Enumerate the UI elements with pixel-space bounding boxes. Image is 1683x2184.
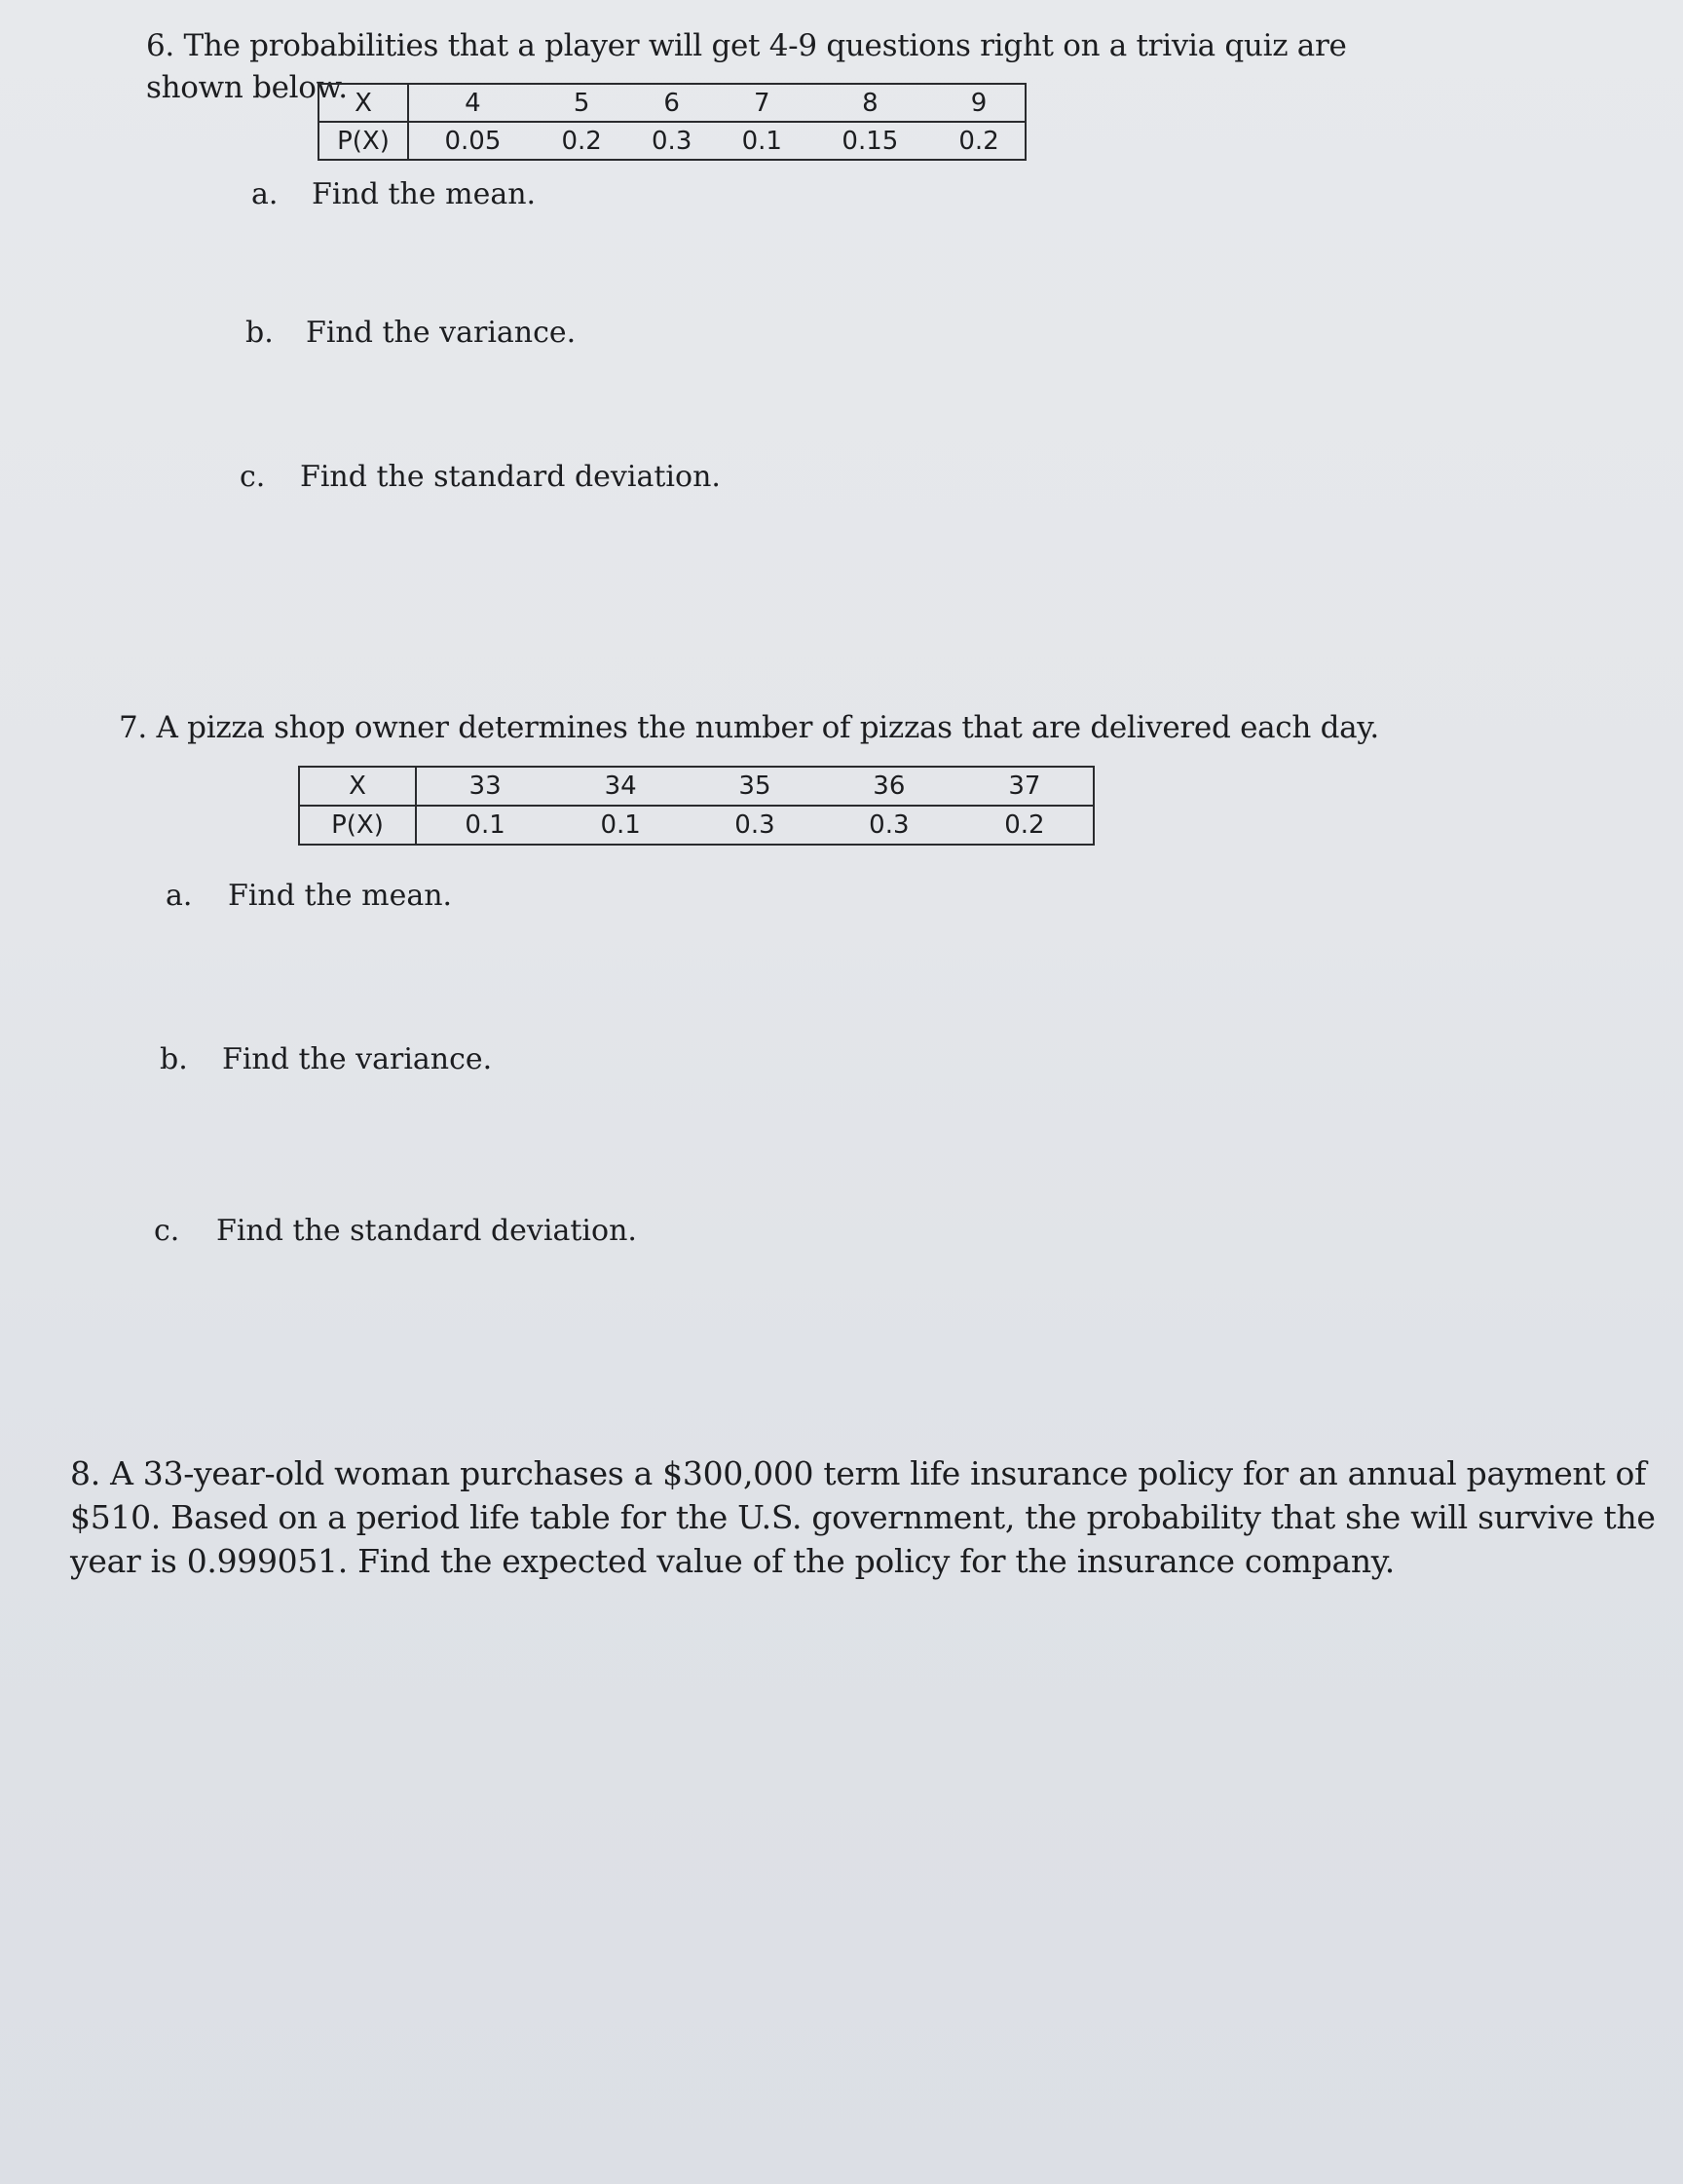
part-letter: c. [240, 460, 266, 494]
px-value-cell: 0.2 [537, 122, 627, 160]
part-text: Find the standard deviation. [300, 460, 721, 494]
x-value-cell: 33 [416, 767, 553, 806]
problem-7-part-c [154, 1214, 637, 1248]
part-letter: b. [245, 316, 274, 350]
part-letter: a. [166, 879, 193, 913]
problem-6-probability-table [318, 83, 1027, 161]
table-row-px [299, 806, 1094, 845]
px-value-cell: 0.1 [717, 122, 807, 160]
problem-7-part-b [160, 1042, 492, 1076]
part-letter: b. [160, 1042, 188, 1076]
x-value-cell: 36 [822, 767, 956, 806]
px-value-cell: 0.2 [956, 806, 1094, 845]
px-value-cell: 0.1 [416, 806, 553, 845]
problem-6-part-c [240, 460, 721, 494]
problem-7-part-a [166, 879, 452, 913]
x-header-cell: X [318, 84, 408, 122]
problem-6-part-a [251, 177, 536, 211]
px-header-cell: P(X) [299, 806, 416, 845]
part-text: Find the mean. [228, 879, 453, 913]
px-value-cell: 0.15 [807, 122, 934, 160]
x-value-cell: 4 [408, 84, 537, 122]
x-value-cell: 8 [807, 84, 934, 122]
x-value-cell: 7 [717, 84, 807, 122]
x-value-cell: 34 [553, 767, 688, 806]
problem-7-probability-table [298, 766, 1095, 846]
part-letter: a. [251, 177, 279, 211]
part-letter: c. [154, 1214, 180, 1248]
part-text: Find the standard deviation. [216, 1214, 637, 1248]
table-row-px [318, 122, 1026, 160]
x-value-cell: 37 [956, 767, 1094, 806]
part-text: Find the variance. [306, 316, 577, 350]
px-header-cell: P(X) [318, 122, 408, 160]
px-value-cell: 0.3 [822, 806, 956, 845]
part-text: Find the mean. [312, 177, 537, 211]
x-value-cell: 6 [626, 84, 717, 122]
problem-8-text: 8. A 33-year-old woman purchases a $300,000 term life insurance policy for an annual payment of $510. Based on a period life table for the U.S. government, the probability that she will survive the year is 0.999051. Find the expected value of the policy for the insurance company. [70, 1454, 1656, 1581]
problem-7-text: 7. A pizza shop owner determines the number of pizzas that are delivered each day. [119, 710, 1379, 745]
px-value-cell: 0.3 [626, 122, 717, 160]
x-header-cell: X [299, 767, 416, 806]
x-value-cell: 5 [537, 84, 627, 122]
px-value-cell: 0.1 [553, 806, 688, 845]
px-value-cell: 0.2 [933, 122, 1026, 160]
x-value-cell: 9 [933, 84, 1026, 122]
part-text: Find the variance. [222, 1042, 493, 1076]
px-value-cell: 0.05 [408, 122, 537, 160]
px-value-cell: 0.3 [688, 806, 822, 845]
problem-6-part-b [245, 316, 576, 350]
table-row-x [299, 767, 1094, 806]
x-value-cell: 35 [688, 767, 822, 806]
table-row-x [318, 84, 1026, 122]
problem-6-text: 6. The probabilities that a player will get 4-9 questions right on a trivia quiz are shown below. [146, 28, 1347, 106]
